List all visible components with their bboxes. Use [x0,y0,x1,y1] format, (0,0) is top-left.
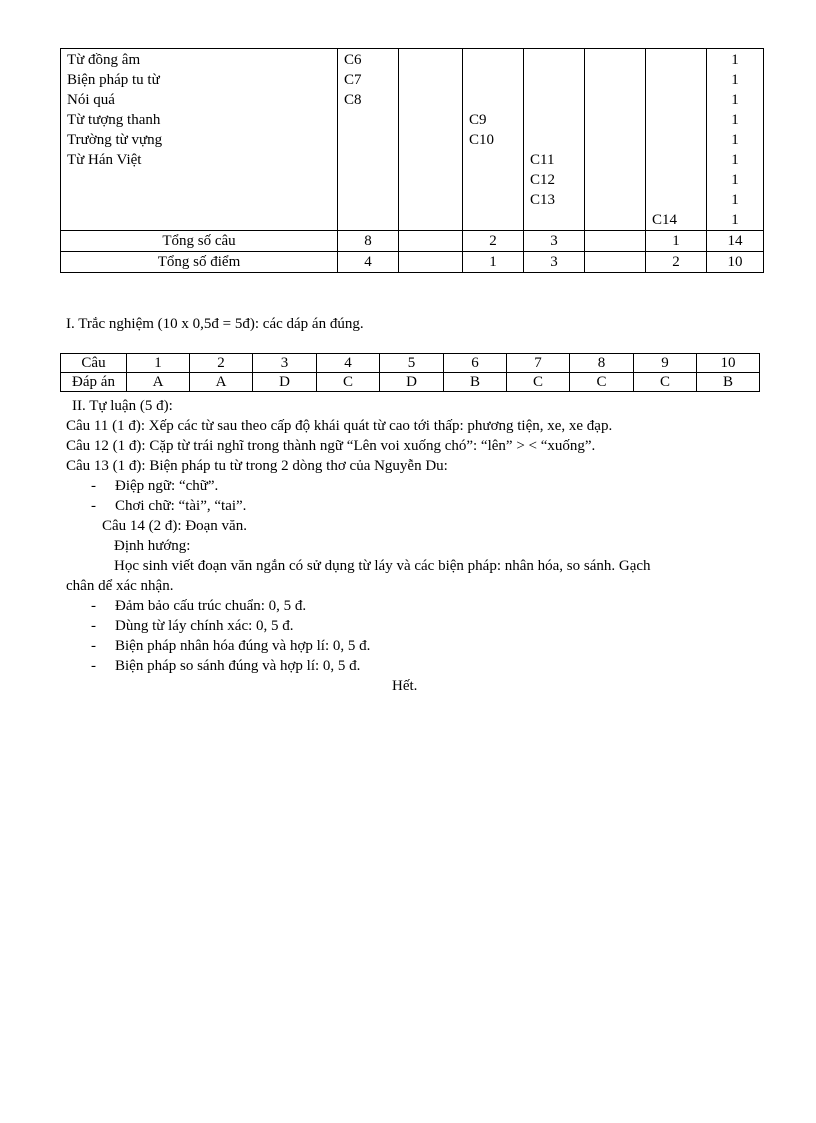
cell [399,252,463,273]
dash: - [91,478,96,494]
cell: 1 [646,231,707,252]
matrix-entry: 1 [731,172,739,188]
matrix-entry: 1 [731,112,739,128]
spacer [652,170,706,190]
list-item [91,616,294,636]
list-item-text: Biện pháp nhân hóa đúng và hợp lí: 0, 5 đ. [115,638,371,654]
level1-cell [338,49,399,231]
dash: - [91,658,96,674]
dash: - [91,498,96,514]
level2-cell [399,49,463,231]
matrix-entry: 1 [731,52,739,68]
answer-cell: C [317,373,380,392]
spacer [652,90,706,110]
spacer [469,50,523,70]
level5-cell [585,49,646,231]
list-item [91,596,306,616]
cell: 14 [707,231,764,252]
spacer [652,130,706,150]
matrix-entry: 1 [731,192,739,208]
question-number-cell: 10 [697,354,760,373]
matrix-topic-row [61,49,764,231]
spacer [652,190,706,210]
list-item [91,476,218,496]
cell: 4 [338,252,399,273]
cell [399,231,463,252]
total-points-row [61,252,764,273]
answer-key-table [60,353,760,392]
matrix-entry: C11 [530,152,555,168]
cell: 2 [463,231,524,252]
cell: 1 [463,252,524,273]
cell [585,231,646,252]
question-number-cell: 9 [634,354,697,373]
matrix-entry: Biện pháp tu từ [67,72,160,88]
section-2-heading: II. Tự luận (5 đ): [72,398,173,414]
spacer [530,50,584,70]
question-number-cell: 4 [317,354,380,373]
matrix-entry: C8 [344,92,362,108]
cell: 2 [646,252,707,273]
answer-cell: A [127,373,190,392]
level6-cell [646,49,707,231]
matrix-entry: Trường từ vựng [67,132,163,148]
matrix-entry: 1 [731,132,739,148]
section-1-heading: I. Trắc nghiệm (10 x 0,5đ = 5đ): các dáp án đúng. [66,316,364,332]
cell: 10 [707,252,764,273]
question-number-cell: 8 [570,354,634,373]
answer-cell: A [190,373,253,392]
end-marker: Hết. [392,678,418,694]
question-number-cell: 3 [253,354,317,373]
cell [585,252,646,273]
matrix-entry: Từ tượng thanh [67,112,161,128]
list-item [91,656,360,676]
total-cell [707,49,764,231]
list-item-text: Chơi chữ: “tài”, “tai”. [115,498,247,514]
matrix-entry: C7 [344,72,362,88]
matrix-entry: C10 [469,132,495,148]
matrix-entry: 1 [731,212,739,228]
spacer [530,90,584,110]
dash: - [91,618,96,634]
paragraph-line-2: chân dể xác nhận. [66,578,174,594]
matrix-entry: C9 [469,112,487,128]
matrix-entry: C12 [530,172,556,188]
question-number-cell: 5 [380,354,444,373]
matrix-entry: C14 [652,212,678,228]
level3-cell [463,49,524,231]
row-label: Câu [61,354,127,373]
matrix-entry: 1 [731,92,739,108]
list-item-text: Đảm bảo cấu trúc chuẩn: 0, 5 đ. [115,598,307,614]
row-label: Tổng số câu [61,231,338,252]
answer-cell: D [380,373,444,392]
knowledge-matrix-table [60,48,764,273]
question-13: Câu 13 (1 đ): Biện pháp tu từ trong 2 dòng thơ của Nguyễn Du: [66,458,448,474]
dash: - [91,638,96,654]
topics-cell [61,49,338,231]
orientation-label: Định hướng: [114,538,191,554]
question-number-cell: 1 [127,354,190,373]
row-label: Đáp án [61,373,127,392]
spacer [652,70,706,90]
matrix-entry: Nói quá [67,92,115,108]
question-number-cell: 7 [507,354,570,373]
question-number-cell: 6 [444,354,507,373]
answer-cell: C [507,373,570,392]
total-questions-row [61,231,764,252]
spacer [530,110,584,130]
list-item-text: Dùng từ láy chính xác: 0, 5 đ. [115,618,294,634]
question-11: Câu 11 (1 đ): Xếp các từ sau theo cấp độ khái quát từ cao tới thấp: phương tiện, xe, xe đạp. [66,418,613,434]
spacer [530,130,584,150]
answer-cell: C [634,373,697,392]
answer-cell: C [570,373,634,392]
spacer [652,150,706,170]
cell: 3 [524,252,585,273]
question-number-cell: 2 [190,354,253,373]
matrix-entry: 1 [731,152,739,168]
level4-cell [524,49,585,231]
list-item-text: Điệp ngữ: “chữ”. [115,478,219,494]
spacer [530,70,584,90]
answer-number-row [61,354,760,373]
question-12: Câu 12 (1 đ): Cặp từ trái nghĩ trong thành ngữ “Lên voi xuống chó”: “lên” > < “xuống”. [66,438,596,454]
answer-cell: D [253,373,317,392]
cell: 8 [338,231,399,252]
list-item-text: Biện pháp so sánh đúng và hợp lí: 0, 5 đ. [115,658,361,674]
dash: - [91,598,96,614]
spacer [652,50,706,70]
paragraph-line-1: Học sinh viết đoạn văn ngắn có sử dụng từ láy và các biện pháp: nhân hóa, so sánh. Gạch [114,558,651,574]
answer-cell: B [444,373,507,392]
matrix-entry: C13 [530,192,556,208]
matrix-entry: Từ Hán Việt [67,152,142,168]
list-item [91,636,370,656]
matrix-entry: 1 [731,72,739,88]
spacer [469,90,523,110]
list-item [91,496,246,516]
answer-key-row [61,373,760,392]
spacer [469,70,523,90]
cell: 3 [524,231,585,252]
question-14: Câu 14 (2 đ): Đoạn văn. [102,518,247,534]
matrix-entry: C6 [344,52,362,68]
row-label: Tổng số điểm [61,252,338,273]
spacer [652,110,706,130]
matrix-entry: Từ đồng âm [67,52,141,68]
answer-cell: B [697,373,760,392]
